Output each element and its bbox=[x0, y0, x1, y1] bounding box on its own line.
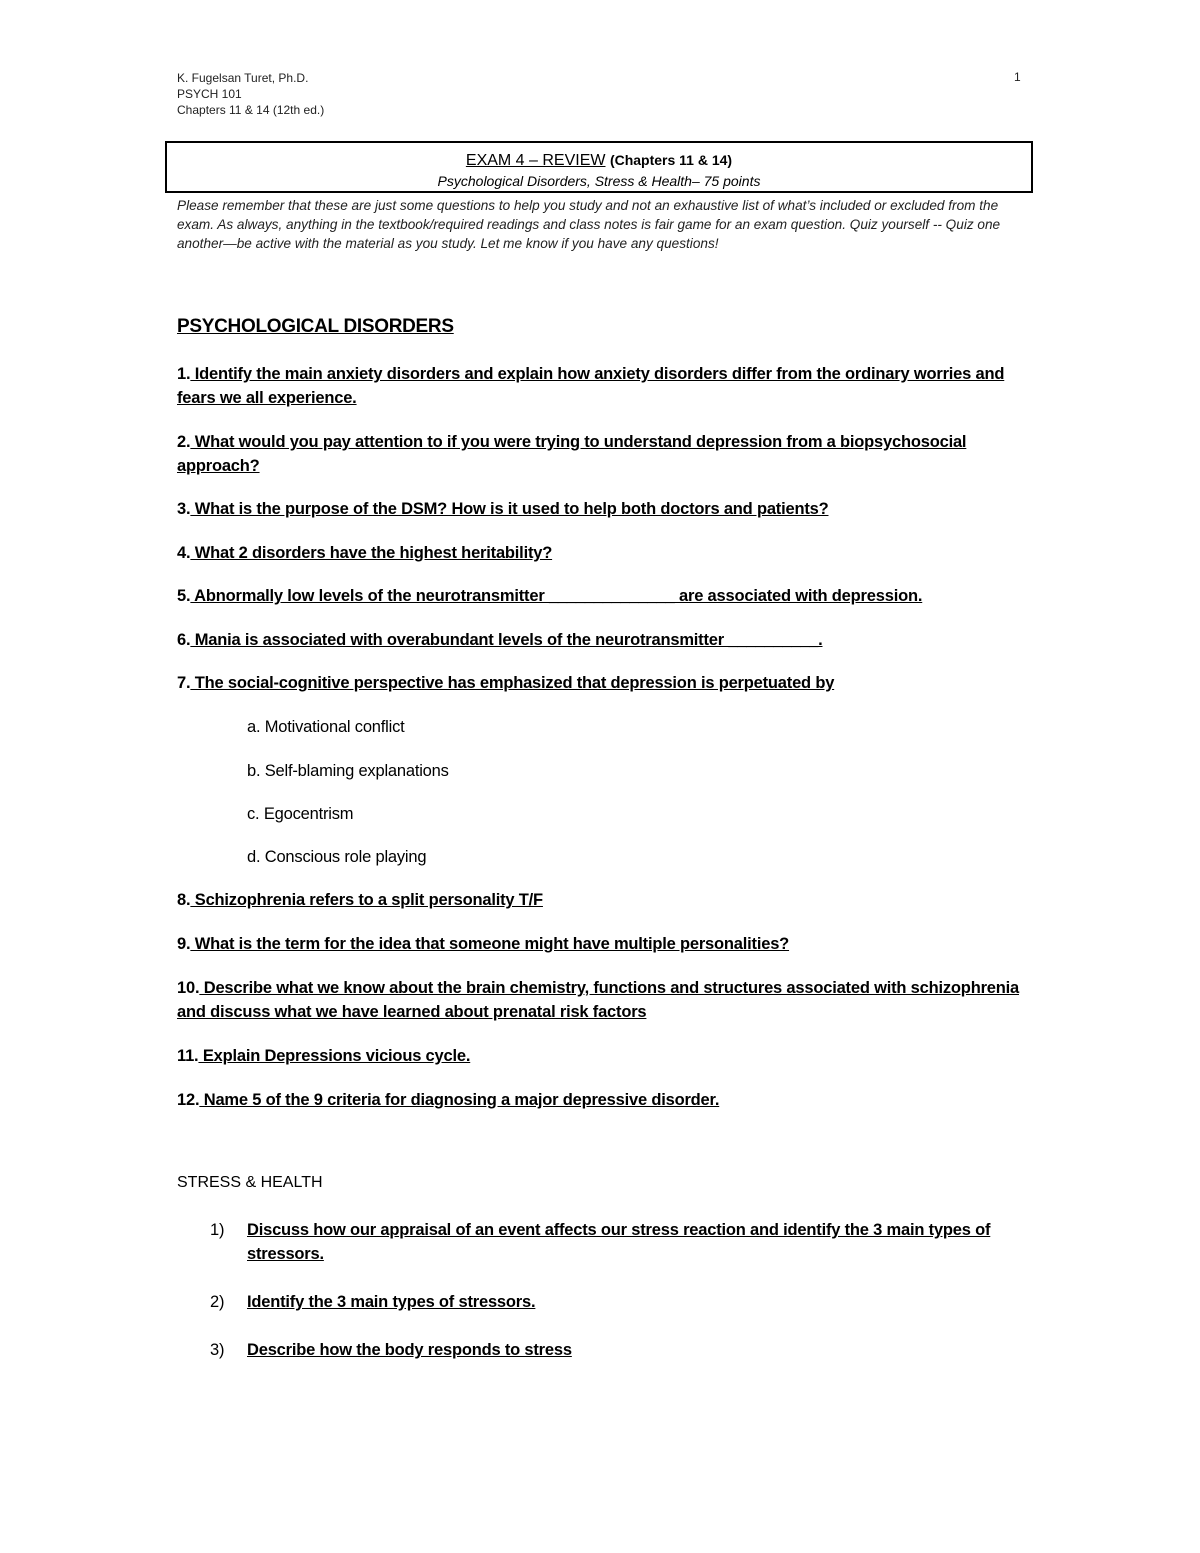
question-number: 1) bbox=[210, 1221, 225, 1239]
question-number: 3) bbox=[210, 1341, 225, 1359]
question-text: Mania is associated with overabundant levels of the neurotransmitter __________. bbox=[190, 631, 823, 649]
stress-question-3 bbox=[210, 1338, 1040, 1362]
question-text: Discuss how our appraisal of an event affects our stress reaction and identify the 3 main types of stressors. bbox=[247, 1221, 991, 1263]
question-6 bbox=[177, 628, 1027, 652]
document-header bbox=[177, 70, 324, 118]
question-2 bbox=[177, 430, 1027, 478]
question-text: Name 5 of the 9 criteria for diagnosing a major depressive disorder. bbox=[199, 1091, 720, 1109]
option-c: c. Egocentrism bbox=[247, 805, 354, 823]
question-text: Schizophrenia refers to a split personality T/F bbox=[190, 891, 543, 909]
question-text: Explain Depressions vicious cycle. bbox=[198, 1047, 471, 1065]
chapters-line: Chapters 11 & 14 (12th ed.) bbox=[177, 103, 325, 117]
question-number: 4. bbox=[177, 544, 191, 562]
option-b: b. Self-blaming explanations bbox=[247, 762, 449, 780]
question-text: What 2 disorders have the highest heritability? bbox=[190, 544, 553, 562]
intro-paragraph: Please remember that these are just some questions to help you study and not an exhaustive list of what’s included or excluded from the exam. As always, anything in the textbook/required readings and class notes is fair game for an exam question. Quiz yourself -- Quiz one another—be active with the material as you study. Let me know if you have any questions! bbox=[177, 198, 1001, 251]
question-text: Describe what we know about the brain chemistry, functions and structures associated with schizophrenia and discuss what we have learned about prenatal risk factors bbox=[177, 979, 1020, 1021]
question-number: 2) bbox=[210, 1293, 225, 1311]
section-heading-psych-disorders: PSYCHOLOGICAL DISORDERS bbox=[177, 316, 454, 337]
option-a: a. Motivational conflict bbox=[247, 718, 405, 736]
exam-title: EXAM 4 – REVIEW bbox=[465, 152, 606, 169]
question-text: What would you pay attention to if you were trying to understand depression from a biopsychosocial approach? bbox=[177, 433, 967, 475]
question-number: 10. bbox=[177, 979, 200, 997]
question-11 bbox=[177, 1044, 1027, 1068]
option-d: d. Conscious role playing bbox=[247, 848, 427, 866]
exam-chapters: (Chapters 11 & 14) bbox=[609, 152, 733, 168]
question-text: The social-cognitive perspective has emphasized that depression is perpetuated by bbox=[190, 674, 835, 692]
question-number: 1. bbox=[177, 365, 191, 383]
question-text: Identify the 3 main types of stressors. bbox=[247, 1293, 536, 1311]
question-number: 8. bbox=[177, 891, 191, 909]
stress-question-2 bbox=[210, 1290, 1040, 1314]
exam-subtitle: Psychological Disorders, Stress & Health– 75 points bbox=[437, 173, 761, 189]
question-number: 6. bbox=[177, 631, 191, 649]
question-number: 12. bbox=[177, 1091, 200, 1109]
question-4 bbox=[177, 541, 1027, 565]
question-number: 7. bbox=[177, 674, 191, 692]
question-text: What is the term for the idea that someone might have multiple personalities? bbox=[190, 935, 790, 953]
question-text: Identify the main anxiety disorders and explain how anxiety disorders differ from the ordinary worries and fears we all experience. bbox=[177, 365, 1005, 407]
question-7 bbox=[177, 671, 1027, 695]
question-12 bbox=[177, 1088, 1027, 1112]
question-3 bbox=[177, 497, 1027, 521]
question-number: 11. bbox=[177, 1047, 199, 1065]
stress-question-1 bbox=[210, 1218, 1040, 1266]
question-text: What is the purpose of the DSM? How is it used to help both doctors and patients? bbox=[190, 500, 829, 518]
question-number: 3. bbox=[177, 500, 191, 518]
page-number: 1 bbox=[1014, 70, 1021, 84]
question-number: 5. bbox=[177, 587, 191, 605]
question-5 bbox=[177, 584, 1027, 608]
question-number: 2. bbox=[177, 433, 191, 451]
section-heading-stress-health: STRESS & HEALTH bbox=[177, 1174, 323, 1191]
question-text: Abnormally low levels of the neurotransmitter ______________ are associated with depression. bbox=[190, 587, 923, 605]
course-name: PSYCH 101 bbox=[177, 87, 242, 101]
question-text: Describe how the body responds to stress bbox=[247, 1341, 572, 1359]
question-8 bbox=[177, 888, 1027, 912]
question-9 bbox=[177, 932, 1027, 956]
question-number: 9. bbox=[177, 935, 191, 953]
question-10 bbox=[177, 976, 1027, 1024]
author-name: K. Fugelsan Turet, Ph.D. bbox=[177, 71, 309, 85]
title-box bbox=[165, 141, 1033, 193]
question-1 bbox=[177, 362, 1027, 410]
